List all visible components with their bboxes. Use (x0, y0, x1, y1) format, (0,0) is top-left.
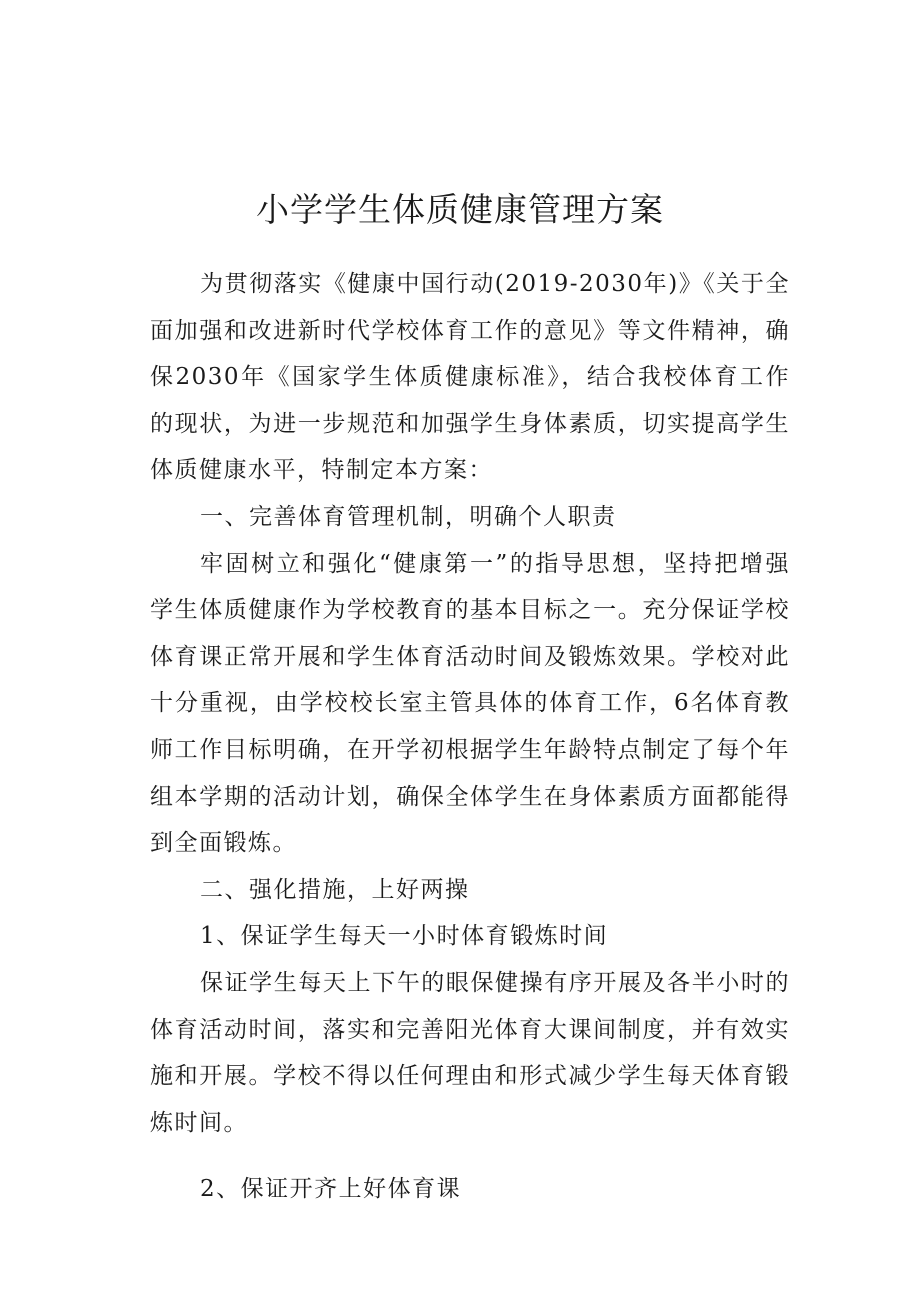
document-title: 小学学生体质健康管理方案 (256, 190, 664, 230)
section-1-paragraph: 牢固树立和强化“健康第一”的指导思想，坚持把增强学生体质健康作为学校教育的基本目标之一。充分保证学校体育课正常开展和学生体育活动时间及锻炼效果。学校对此十分重视，由学校校长室主管具体的体育工作，6名体育教师工作目标明确，在开学初根据学生年龄特点制定了每个年组本学期的活动计划，确保全体学生在身体素质方面都能得到全面锻炼。 (150, 550, 790, 857)
intro-paragraph: 为贯彻落实《健康中国行动(2019-2030年)》《关于全面加强和改进新时代学校体育工作的意见》等文件精神，确保2030年《国家学生体质健康标准》，结合我校体育工作的现状，为进一步规范和加强学生身体素质，切实提高学生体质健康水平，特制定本方案： (150, 271, 790, 484)
subsection-heading-1: 1、保证学生每天一小时体育锻炼时间 (200, 923, 609, 950)
subsection-heading-2: 2、保证开齐上好体育课 (200, 1176, 462, 1203)
subsection-1-paragraph: 保证学生每天上下午的眼保健操有序开展及各半小时的体育活动时间，落实和完善阳光体育大课间制度，并有效实施和开展。学校不得以任何理由和形式减少学生每天体育锻炼时间。 (150, 969, 790, 1136)
document-body (150, 261, 790, 1213)
section-heading-1: 一、完善体育管理机制，明确个人职责 (200, 503, 617, 530)
section-heading-2: 二、强化措施，上好两操 (200, 876, 470, 903)
